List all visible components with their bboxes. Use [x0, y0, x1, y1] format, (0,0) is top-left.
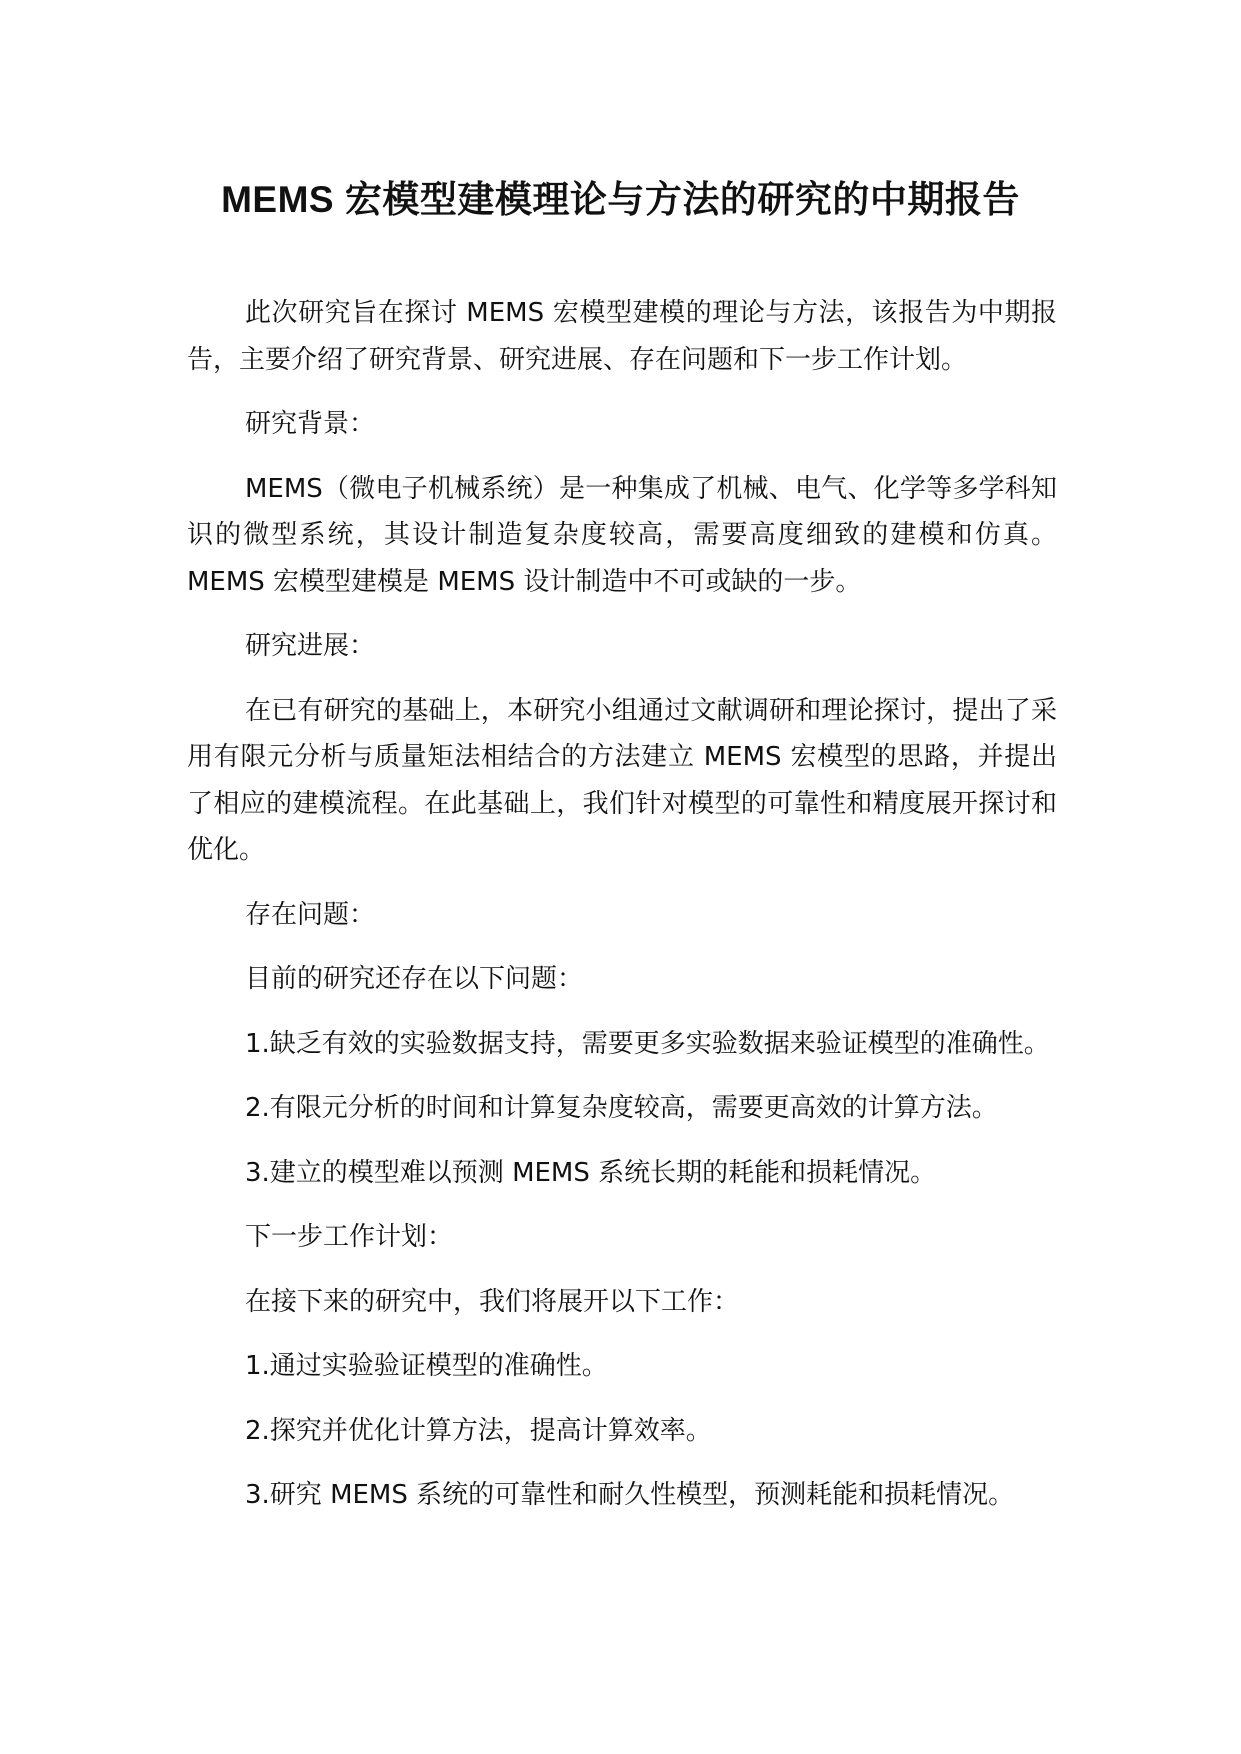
background-paragraph: MEMS（微电子机械系统）是一种集成了机械、电气、化学等多学科知识的微型系统，其设计制造复杂度较高，需要高度细致的建模和仿真。MEMS 宏模型建模是 MEMS 设计制造中不可或缺的一步。	[187, 473, 1057, 597]
problem-item-2: 2.有限元分析的时间和计算复杂度较高，需要更高效的计算方法。	[245, 1093, 998, 1123]
document-body	[187, 290, 1057, 1537]
section-heading-progress: 研究进展：	[245, 631, 376, 661]
section-heading-plan: 下一步工作计划：	[245, 1222, 454, 1252]
problem-item-3: 3.建立的模型难以预测 MEMS 系统长期的耗能和损耗情况。	[245, 1157, 937, 1188]
plan-intro: 在接下来的研究中，我们将展开以下工作：	[245, 1286, 740, 1317]
document-title: MEMS 宏模型建模理论与方法的研究的中期报告	[221, 179, 1020, 220]
section-heading-problems: 存在问题：	[245, 899, 376, 930]
plan-item-2: 2.探究并优化计算方法，提高计算效率。	[245, 1415, 712, 1446]
plan-item-3: 3.研究 MEMS 系统的可靠性和耐久性模型，预测耗能和损耗情况。	[245, 1480, 1015, 1510]
intro-paragraph: 此次研究旨在探讨 MEMS 宏模型建模的理论与方法，该报告为中期报告，主要介绍了研究背景、研究进展、存在问题和下一步工作计划。	[187, 298, 1057, 375]
problems-intro: 目前的研究还存在以下问题：	[245, 964, 584, 994]
plan-item-1: 1.通过实验验证模型的准确性。	[245, 1351, 608, 1381]
progress-paragraph: 在已有研究的基础上，本研究小组通过文献调研和理论探讨，提出了采用有限元分析与质量矩法相结合的方法建立 MEMS 宏模型的思路，并提出了相应的建模流程。在此基础上，我们针对模型的可靠性和精度展开探讨和优化。	[187, 695, 1057, 865]
problem-item-1: 1.缺乏有效的实验数据支持，需要更多实验数据来验证模型的准确性。	[245, 1028, 1050, 1059]
section-heading-background: 研究背景：	[245, 409, 376, 439]
